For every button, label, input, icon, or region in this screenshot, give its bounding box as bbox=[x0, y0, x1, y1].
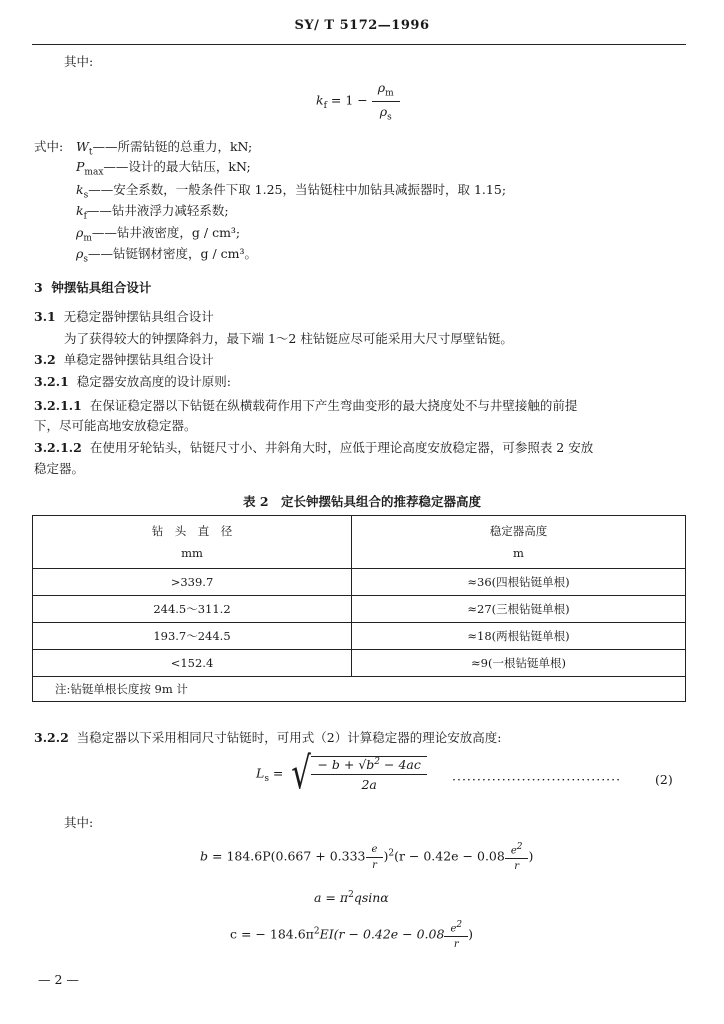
definition-item: $k_f——$钻井液浮力减轻系数; bbox=[76, 203, 229, 222]
diameter-cell: 244.5～311.2 bbox=[33, 596, 352, 623]
where-2: 其中: bbox=[64, 815, 94, 830]
diameter-cell: 193.7～244.5 bbox=[33, 623, 352, 650]
formula-a: $a = \pi^2qsin\alpha$ bbox=[314, 890, 389, 906]
formula-2-label: (2) bbox=[655, 772, 673, 787]
col-diameter-header: 钻 头 直 径 mm bbox=[33, 516, 352, 569]
definition-item: $\rho_s——$钻铤钢材密度，g / cm³。 bbox=[76, 246, 258, 265]
formula-c: c = − $184.6\pi^2EI(r - 0.42e - 0.08$ $\frac{e^2}{r}$ ) bbox=[230, 920, 473, 951]
section-3-2-1-heading: 3.2.1 稳定器安放高度的设计原则: bbox=[34, 374, 231, 389]
formula-b: b = 184.6P(0.667 + 0.333 $\frac{e}{r}$ )$^2$(r − 0.42e − 0.08 $\frac{e^2}{r}$ ) bbox=[200, 842, 534, 873]
header-rule bbox=[32, 44, 686, 45]
formula-2-leader: ·································· bbox=[452, 772, 622, 787]
section-3-2-1-2-line2: 稳定器。 bbox=[34, 461, 85, 476]
table-row bbox=[33, 650, 686, 677]
formula-2: $L_s$ = √ $\frac{- b + √b^2 - 4ac}{2a}$ bbox=[256, 752, 427, 796]
table-header-row bbox=[33, 516, 686, 569]
table-row bbox=[33, 569, 686, 596]
table-row bbox=[33, 623, 686, 650]
section-3-2-2: 3.2.2 当稳定器以下采用相同尺寸钻铤时，可用式（2）计算稳定器的理论安放高度: bbox=[34, 730, 502, 745]
height-cell: ≈9(一根钻铤单根) bbox=[352, 650, 686, 677]
definitions-prefix: 式中: bbox=[34, 139, 64, 154]
intro-where: 其中: bbox=[64, 54, 94, 69]
section-3-2-1-2-line1: 3.2.1.2 在使用牙轮钻头，钻铤尺寸小、井斜角大时，应低于理论高度安放稳定器，可参照表 2 安放 bbox=[34, 440, 594, 455]
section-3-2-heading: 3.2 单稳定器钟摆钻具组合设计 bbox=[34, 352, 214, 367]
definition-item: $\rho_m——$钻井液密度，g / cm³; bbox=[76, 225, 241, 244]
page-number: — 2 — bbox=[38, 972, 79, 987]
table-note-row bbox=[33, 677, 686, 702]
section-3-2-1-1-line1: 3.2.1.1 在保证稳定器以下钻铤在纵横载荷作用下产生弯曲变形的最大挠度处不与井壁接触的前提 bbox=[34, 398, 578, 413]
definition-item: $W_t——$所需钻铤的总重力，kN; bbox=[76, 139, 253, 158]
section-3-2-1-1-line2: 下，尽可能高地安放稳定器。 bbox=[34, 418, 197, 433]
col-height-header: 稳定器高度 m bbox=[352, 516, 686, 569]
definition-item: $k_s——$安全系数，一般条件下取 1.25，当钻铤柱中加钻具减振器时，取 1.15; bbox=[76, 182, 507, 201]
standard-header: SY/ T 5172—1996 bbox=[294, 18, 430, 33]
section-3-1-body: 为了获得较大的钟摆降斜力，最下端 1～2 柱钻铤应尽可能采用大尺寸厚壁钻铤。 bbox=[64, 331, 513, 346]
height-cell: ≈36(四根钻铤单根) bbox=[352, 569, 686, 596]
section-3-1-heading: 3.1 无稳定器钟摆钻具组合设计 bbox=[34, 309, 214, 324]
table-note: 注:钻铤单根长度按 9m 计 bbox=[33, 677, 686, 702]
table-row bbox=[33, 596, 686, 623]
definition-item: $P_{max}——$设计的最大钻压，kN; bbox=[76, 159, 251, 178]
height-cell: ≈27(三根钻铤单根) bbox=[352, 596, 686, 623]
table-2-caption: 表 2 定长钟摆钻具组合的推荐稳定器高度 bbox=[242, 494, 482, 509]
table-2 bbox=[32, 515, 686, 702]
height-cell: ≈18(两根钻铤单根) bbox=[352, 623, 686, 650]
formula-kf: $k_f = 1$ − $\frac{\rho_m}{\rho_s}$ bbox=[316, 80, 400, 122]
diameter-cell: >339.7 bbox=[33, 569, 352, 596]
diameter-cell: <152.4 bbox=[33, 650, 352, 677]
section-3-heading: 3 钟摆钻具组合设计 bbox=[34, 280, 152, 295]
